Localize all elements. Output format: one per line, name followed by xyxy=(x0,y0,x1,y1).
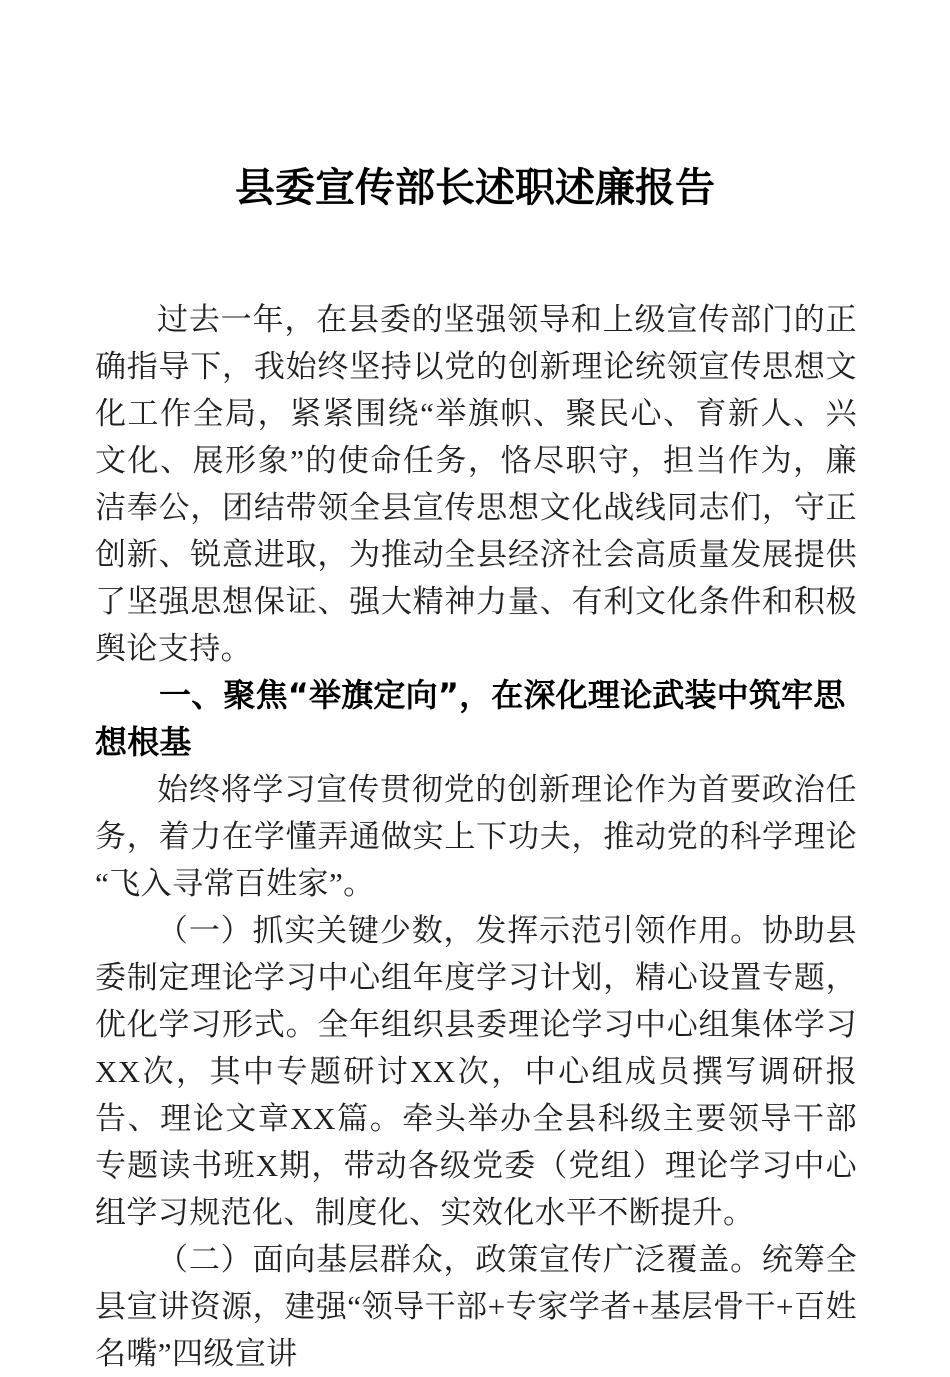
paragraph-subsection-2: （二）面向基层群众，政策宣传广泛覆盖。统筹全县宣讲资源，建强“领导干部+专家学者+基层骨干+百姓名嘴”四级宣讲 xyxy=(95,1242,857,1371)
paragraph-intro: 过去一年，在县委的坚强领导和上级宣传部门的正确指导下，我始终坚持以党的创新理论统领宣传思想文化工作全局，紧紧围绕“举旗帜、聚民心、育新人、兴文化、展形象”的使命任务，恪尽职守，担当作为，廉洁奉公，团结带领全县宣传思想文化战线同志们，守正创新、锐意进取，为推动全县经济社会高质量发展提供了坚强思想保证、强大精神力量、有利文化条件和积极舆论支持。 xyxy=(95,302,857,666)
paragraph-section1-lead: 始终将学习宣传贯彻党的创新理论作为首要政治任务，着力在学懂弄通做实上下功夫，推动党的科学理论“飞入寻常百姓家”。 xyxy=(95,772,857,901)
page-title: 县委宣传部长述职述廉报告 xyxy=(235,165,715,211)
document-body xyxy=(95,296,857,1377)
paragraph-subsection-1: （一）抓实关键少数，发挥示范引领作用。协助县委制定理论学习中心组年度学习计划，精心设置专题，优化学习形式。全年组织县委理论学习中心组集体学习XX次，其中专题研讨XX次，中心组成员撰写调研报告、理论文章XX篇。牵头举办全县科级主要领导干部专题读书班X期，带动各级党委（党组）理论学习中心组学习规范化、制度化、实效化水平不断提升。 xyxy=(95,913,857,1230)
section-heading-1: 一、聚焦“举旗定向”，在深化理论武装中筑牢思想根基 xyxy=(95,676,846,761)
